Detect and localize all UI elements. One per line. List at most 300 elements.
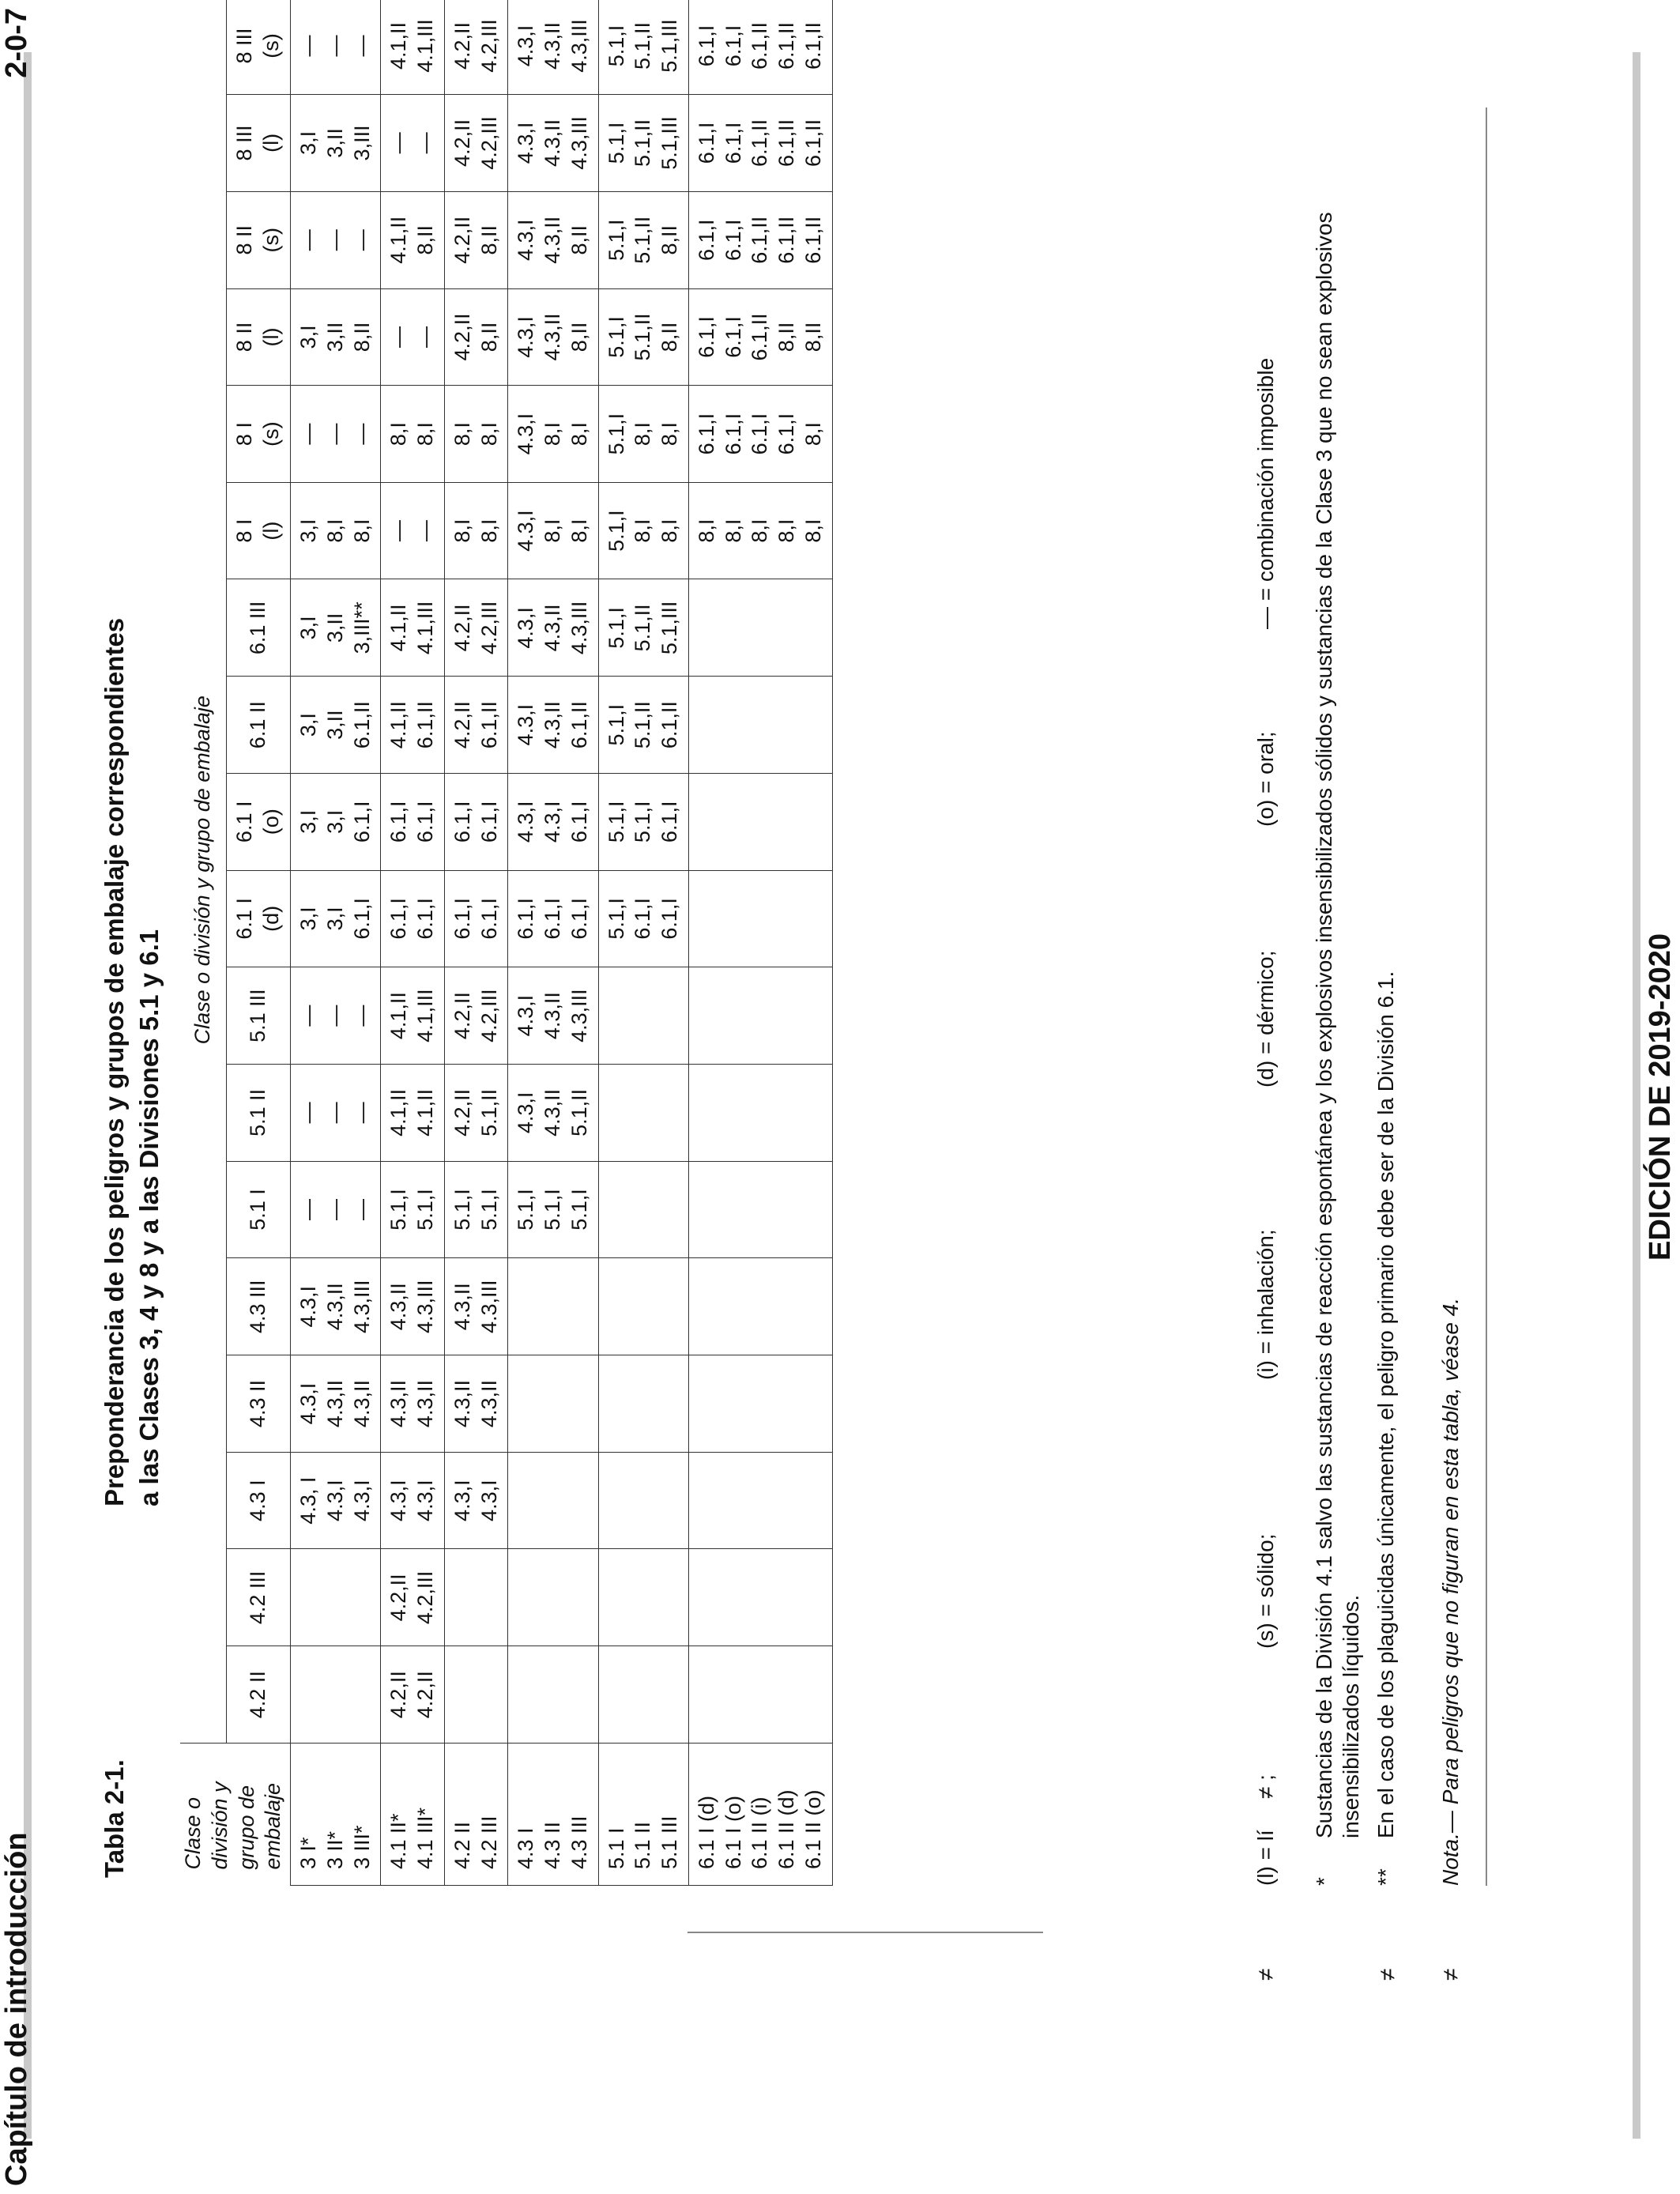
cell-value: 3,I: [296, 809, 320, 834]
legend-solid: (s) = sólido;: [1253, 1533, 1278, 1649]
side-divider: [687, 1932, 1043, 1933]
cell-value: 6.1,I: [541, 898, 564, 940]
cell-value: 4.3,I: [514, 994, 538, 1037]
row-label: 3 II*: [322, 1830, 347, 1869]
cell-value: 4.3,II: [386, 1380, 411, 1428]
cell-value: 4.3,III: [349, 1280, 374, 1334]
footnote-star-text2: insensibilizados líquidos.: [1339, 1594, 1363, 1838]
cell-value: 4.3,I: [514, 703, 538, 746]
cell-value: [721, 1646, 748, 1743]
cell-value: 8,I: [450, 422, 474, 447]
cell-value: —: [413, 326, 437, 348]
cell-value: [721, 967, 748, 1064]
cell-value: —: [322, 1102, 347, 1124]
cell-value: 4.3,II: [541, 992, 564, 1040]
cell-value: 6.1,II: [800, 119, 825, 167]
cell-value: 3,III**: [349, 601, 374, 654]
column-header-line: (l): [259, 133, 283, 153]
table-cell: [291, 1258, 381, 1355]
table-cell: [508, 1258, 598, 1355]
cell-value: [800, 1355, 827, 1452]
cell-value: 4.2,II: [450, 1088, 474, 1137]
table-cell: [508, 677, 598, 774]
cell-value: [604, 1646, 631, 1743]
cell-value: 4.3,II: [322, 1380, 347, 1428]
table-cell: [444, 94, 508, 191]
cell-value: 6.1,II: [748, 119, 772, 167]
cell-value: 5.1,I: [514, 1189, 538, 1231]
column-header: [227, 386, 291, 483]
cell-value: 3,I: [322, 907, 347, 931]
table-cell: [444, 386, 508, 483]
column-header: [227, 482, 291, 579]
cell-value: 8,I: [631, 422, 655, 447]
precedence-table-wrapper: [180, 0, 833, 1886]
cell-value: [774, 677, 800, 773]
cell-value: [774, 579, 800, 676]
column-header: [227, 1646, 291, 1744]
row-label: 3 III*: [349, 1825, 374, 1869]
table-cell: [688, 191, 832, 288]
cell-value: [657, 1162, 684, 1258]
table-cell: [508, 1065, 598, 1162]
table-cell: [508, 870, 598, 967]
table-cell: [508, 1355, 598, 1453]
cell-value: 4.2,II: [450, 21, 474, 70]
cell-value: 5.1,II: [631, 701, 655, 749]
cell-value: 5.1,III: [657, 601, 681, 655]
table-cell: [444, 1452, 508, 1549]
column-header-line: 6.1 I: [232, 898, 257, 940]
cell-value: 8,I: [413, 422, 437, 447]
edition-footer: EDICIÓN DE 2019-2020: [1644, 933, 1677, 1261]
cell-value: 6.1,I: [694, 219, 718, 261]
table-cell: [508, 774, 598, 871]
table-cell: [291, 1549, 381, 1646]
table-cell: [291, 1646, 381, 1744]
cell-value: 4.3,II: [450, 1380, 474, 1428]
table-cell: [291, 482, 381, 579]
cell-value: 6.1,II: [349, 701, 374, 749]
table-cell: [381, 1452, 445, 1549]
column-header-line: 6.1 II: [246, 701, 270, 749]
cell-value: 4.3,I: [296, 1285, 320, 1328]
cell-value: 8,I: [349, 518, 374, 543]
cell-value: [630, 1549, 657, 1646]
cell-value: [694, 677, 721, 773]
column-header-line: (d): [259, 905, 283, 932]
row-label: 4.2 III: [477, 1815, 501, 1869]
margin-mark: ≠: [1438, 1968, 1463, 1981]
table-cell: [444, 967, 508, 1065]
cell-value: 6.1,I: [657, 898, 681, 940]
cell-value: 6.1,II: [774, 119, 798, 167]
column-header: [227, 288, 291, 386]
column-header-line: 8 II: [232, 224, 257, 255]
cell-value: [747, 1065, 774, 1161]
cell-value: 4.3,III: [567, 601, 591, 655]
cell-value: 4.3,I: [514, 510, 538, 552]
table-cell: [598, 579, 688, 677]
table-cell: [291, 677, 381, 774]
table-cell: [381, 579, 445, 677]
table-cell: [688, 94, 832, 191]
column-group-caption: Clase o división y grupo de embalaje: [180, 0, 227, 1744]
cell-value: [630, 1453, 657, 1549]
cell-value: [747, 677, 774, 773]
table-cell: [688, 386, 832, 483]
column-header-line: (s): [259, 421, 283, 447]
table-cell: [688, 1549, 832, 1646]
table-cell: [291, 1452, 381, 1549]
cell-value: 6.1,I: [721, 25, 745, 67]
cell-value: 5.1,I: [567, 1189, 591, 1231]
cell-value: [800, 967, 827, 1064]
table-cell: [381, 1549, 445, 1646]
cell-value: [604, 1258, 631, 1355]
cell-value: 4.3,II: [477, 1380, 501, 1428]
row-label: 5.1 III: [657, 1815, 681, 1869]
column-header: [227, 1355, 291, 1453]
cell-value: [657, 1549, 684, 1646]
cell-value: 4.2,II: [450, 604, 474, 652]
cell-value: 5.1,I: [604, 898, 628, 940]
cell-value: 4.3,I: [514, 219, 538, 261]
table-cell: [688, 1452, 832, 1549]
cell-value: 5.1,I: [604, 801, 628, 843]
cell-value: 3,I: [296, 713, 320, 737]
cell-value: 6.1,I: [657, 801, 681, 843]
cell-value: 8,II: [349, 322, 374, 352]
cell-value: [721, 1453, 748, 1549]
cell-value: [747, 774, 774, 870]
legend-liquid: (l) = lí: [1253, 1830, 1278, 1886]
cell-value: 6.1,I: [631, 898, 655, 940]
cell-value: 3,II: [322, 613, 347, 643]
cell-value: 4.3,I: [514, 1091, 538, 1134]
table-cell: [688, 579, 832, 677]
cell-value: [747, 871, 774, 967]
cell-value: 5.1,I: [631, 801, 655, 843]
cell-value: 4.3,I: [514, 25, 538, 67]
cell-value: 8,II: [567, 224, 591, 255]
cell-value: [513, 1646, 540, 1743]
footer-rule: [1633, 52, 1640, 2139]
cell-value: 4.1,II: [386, 216, 411, 264]
cell-value: 3,I: [296, 616, 320, 640]
column-header-line: 5.1 I: [246, 1189, 270, 1231]
cell-value: 4.3,I: [386, 1480, 411, 1521]
cell-value: 5.1,I: [604, 413, 628, 455]
cell-value: 8,I: [657, 518, 681, 543]
cell-value: 4.3,II: [541, 1088, 564, 1137]
table-cell: [381, 482, 445, 579]
table-cell: [291, 1065, 381, 1162]
cell-value: 6.1,II: [774, 216, 798, 264]
row-label: 4.1 II*: [386, 1813, 411, 1869]
cell-value: [477, 1646, 503, 1743]
cell-value: 6.1,I: [386, 898, 411, 940]
table-cell: [381, 967, 445, 1065]
cell-value: [540, 1258, 567, 1355]
cell-value: 6.1,I: [349, 801, 374, 843]
cell-value: 8,II: [413, 224, 437, 255]
cell-value: 5.1,III: [657, 116, 681, 170]
cell-value: 6.1,I: [721, 316, 745, 358]
table-cell: [444, 288, 508, 386]
table-cell: [381, 386, 445, 483]
table-cell: [444, 1161, 508, 1258]
cell-value: 6.1,II: [657, 701, 681, 749]
cell-value: 4.2,II: [450, 216, 474, 264]
cell-value: 6.1,I: [477, 898, 501, 940]
cell-value: 4.1,II: [386, 1088, 411, 1137]
cell-value: [747, 1258, 774, 1355]
cell-value: [513, 1549, 540, 1646]
cell-value: [800, 871, 827, 967]
table-cell: [444, 1065, 508, 1162]
table-row-group: [508, 0, 598, 1886]
table-cell: [688, 967, 832, 1065]
table-cell: [508, 1646, 598, 1744]
cell-value: 8,II: [477, 224, 501, 255]
cell-value: —: [413, 520, 437, 542]
cell-value: 6.1,II: [748, 313, 772, 361]
cell-value: 3,I: [296, 907, 320, 931]
cell-value: [721, 774, 748, 870]
cell-value: 4.3,II: [541, 313, 564, 361]
cell-value: [721, 1549, 748, 1646]
table-cell: [688, 0, 832, 94]
cell-value: —: [296, 229, 320, 251]
cell-value: 6.1,II: [477, 701, 501, 749]
cell-value: [477, 1549, 503, 1646]
cell-value: 4.3,I: [514, 122, 538, 164]
cell-value: [513, 1453, 540, 1549]
cell-value: 3,I: [296, 518, 320, 543]
table-row-group: [688, 0, 832, 1886]
table-cell: [688, 482, 832, 579]
cell-value: 4.3,II: [322, 1283, 347, 1331]
cell-value: [694, 1549, 721, 1646]
cell-value: —: [322, 35, 347, 57]
row-label: 6.1 II (d): [774, 1789, 798, 1869]
table-cell: [444, 1646, 508, 1744]
cell-value: 6.1,II: [774, 21, 798, 70]
table-cell: [598, 677, 688, 774]
column-header-line: (o): [259, 809, 283, 835]
cell-value: 4.3,III: [567, 116, 591, 170]
cell-value: [513, 1258, 540, 1355]
cell-value: —: [296, 1199, 320, 1221]
table-cell: [291, 191, 381, 288]
cell-value: 3,II: [322, 322, 347, 352]
cell-value: 4.2,III: [477, 116, 501, 170]
table-cell: [381, 1258, 445, 1355]
column-header-line: (s): [259, 227, 283, 253]
table-cell: [291, 579, 381, 677]
cell-value: [774, 1162, 800, 1258]
cell-value: [513, 1355, 540, 1452]
table-cell: [598, 1065, 688, 1162]
cell-value: 5.1,I: [604, 703, 628, 746]
cell-value: [694, 871, 721, 967]
cell-value: 5.1,I: [604, 316, 628, 358]
cell-value: 6.1,I: [477, 801, 501, 843]
cell-value: [747, 579, 774, 676]
cell-value: [296, 1646, 322, 1743]
column-header: [227, 967, 291, 1065]
table-title-line2: a las Clases 3, 4 y 8 y a las Divisiones 5.1 y 6.1: [134, 929, 164, 1506]
table-label: Tabla 2-1.: [100, 1759, 129, 1878]
legend-inhalation: (i) = inhalación;: [1253, 1229, 1278, 1380]
legend-oral: (o) = oral;: [1253, 731, 1278, 827]
cell-value: 4.1,II: [413, 1088, 437, 1137]
footnote-dstar-text: En el caso de los plaguicidas únicamente, el peligro primario debe ser de la División 6.1.: [1373, 971, 1398, 1838]
table-cell: [508, 579, 598, 677]
row-header-cell: [598, 1744, 688, 1886]
footnote-star-mark: *: [1312, 1877, 1336, 1886]
row-header-cell: [444, 1744, 508, 1886]
cell-value: 5.1,I: [477, 1189, 501, 1231]
cell-value: [567, 1549, 593, 1646]
cell-value: —: [296, 1102, 320, 1124]
column-header: [227, 677, 291, 774]
cell-value: [540, 1646, 567, 1743]
table-cell: [381, 1646, 445, 1744]
cell-value: [540, 1355, 567, 1452]
corner-line: grupo de: [234, 1785, 258, 1870]
table-cell: [444, 191, 508, 288]
column-header-line: 4.2 III: [246, 1570, 270, 1625]
cell-value: 5.1,I: [413, 1189, 437, 1231]
cell-value: [721, 1258, 748, 1355]
cell-value: 4.3,II: [541, 604, 564, 652]
cell-value: 4.2,II: [450, 313, 474, 361]
cell-value: 4.3,II: [541, 701, 564, 749]
cell-value: 8,II: [800, 322, 825, 352]
table-row-group: [381, 0, 445, 1886]
cell-value: [694, 1162, 721, 1258]
table-cell: [381, 1161, 445, 1258]
cell-value: —: [349, 423, 374, 445]
cell-value: 6.1,I: [694, 122, 718, 164]
cell-value: 4.1,III: [413, 601, 437, 655]
cell-value: —: [349, 229, 374, 251]
table-cell: [381, 191, 445, 288]
row-label: 3 I*: [296, 1837, 320, 1869]
cell-value: [567, 1646, 593, 1743]
cell-value: [657, 1258, 684, 1355]
table-cell: [688, 1646, 832, 1744]
cell-value: 4.3,I: [296, 1382, 320, 1425]
cell-value: —: [386, 326, 411, 348]
cell-value: 6.1,II: [567, 701, 591, 749]
table-cell: [508, 94, 598, 191]
cell-value: 5.1,I: [604, 219, 628, 261]
table-cell: [598, 1452, 688, 1549]
cell-value: —: [322, 423, 347, 445]
cell-value: [604, 1065, 631, 1161]
table-cell: [291, 1161, 381, 1258]
cell-value: [657, 967, 684, 1064]
cell-value: [349, 1549, 376, 1646]
cell-value: [630, 1258, 657, 1355]
cell-value: [747, 1162, 774, 1258]
cell-value: [694, 774, 721, 870]
cell-value: 3,I: [296, 130, 320, 155]
table-cell: [291, 870, 381, 967]
table-cell: [598, 288, 688, 386]
column-header-line: 4.3 I: [246, 1480, 270, 1521]
table-cell: [381, 870, 445, 967]
cell-value: [657, 1355, 684, 1452]
cell-value: 8,I: [322, 518, 347, 543]
cell-value: 5.1,II: [567, 1088, 591, 1137]
cell-value: 8,II: [567, 322, 591, 352]
cell-value: —: [296, 1005, 320, 1027]
cell-value: [721, 677, 748, 773]
table-cell: [688, 1065, 832, 1162]
row-label: 6.1 I (o): [721, 1795, 745, 1869]
column-header-line: 8 I: [232, 422, 257, 447]
bottom-divider: [1486, 107, 1487, 1886]
column-header-line: 6.1 III: [246, 601, 270, 655]
cell-value: —: [386, 520, 411, 542]
cell-value: 6.1,I: [721, 219, 745, 261]
cell-value: 4.3,II: [450, 1283, 474, 1331]
cell-value: 4.3,I: [450, 1480, 474, 1521]
cell-value: [322, 1549, 349, 1646]
table-cell: [381, 1065, 445, 1162]
cell-value: 4.3,II: [541, 21, 564, 70]
table-cell: [444, 1258, 508, 1355]
cell-value: 4.2,III: [413, 1570, 437, 1625]
cell-value: 4.1,II: [386, 604, 411, 652]
cell-value: 4.2,II: [450, 119, 474, 167]
table-cell: [291, 967, 381, 1065]
cell-value: [567, 1453, 593, 1549]
cell-value: 6.1,I: [721, 122, 745, 164]
cell-value: 6.1,I: [413, 801, 437, 843]
cell-value: 5.1,I: [604, 510, 628, 552]
column-header-line: 5.1 II: [246, 1088, 270, 1137]
cell-value: 6.1,I: [694, 316, 718, 358]
column-header: [227, 1549, 291, 1646]
cell-value: 8,II: [774, 322, 798, 352]
cell-value: 5.1,II: [631, 21, 655, 70]
table-cell: [444, 482, 508, 579]
row-label: 6.1 I (d): [694, 1795, 718, 1869]
cell-value: 4.3,I: [514, 316, 538, 358]
cell-value: 5.1,II: [631, 216, 655, 264]
cell-value: [450, 1646, 477, 1743]
table-cell: [688, 1355, 832, 1453]
cell-value: 5.1,II: [631, 604, 655, 652]
table-cell: [508, 288, 598, 386]
table-cell: [291, 386, 381, 483]
cell-value: [296, 1549, 322, 1646]
column-header: [227, 1258, 291, 1355]
column-header-line: 4.2 II: [246, 1671, 270, 1719]
table-body: [291, 0, 833, 1886]
page-number: 2-0-7: [0, 8, 33, 78]
cell-value: 4.1,II: [386, 701, 411, 749]
cell-value: 8,I: [721, 518, 745, 543]
cell-value: 6.1,I: [567, 801, 591, 843]
legend-neq-marks: ≠ ;: [1253, 1774, 1278, 1799]
cell-value: —: [386, 132, 411, 154]
